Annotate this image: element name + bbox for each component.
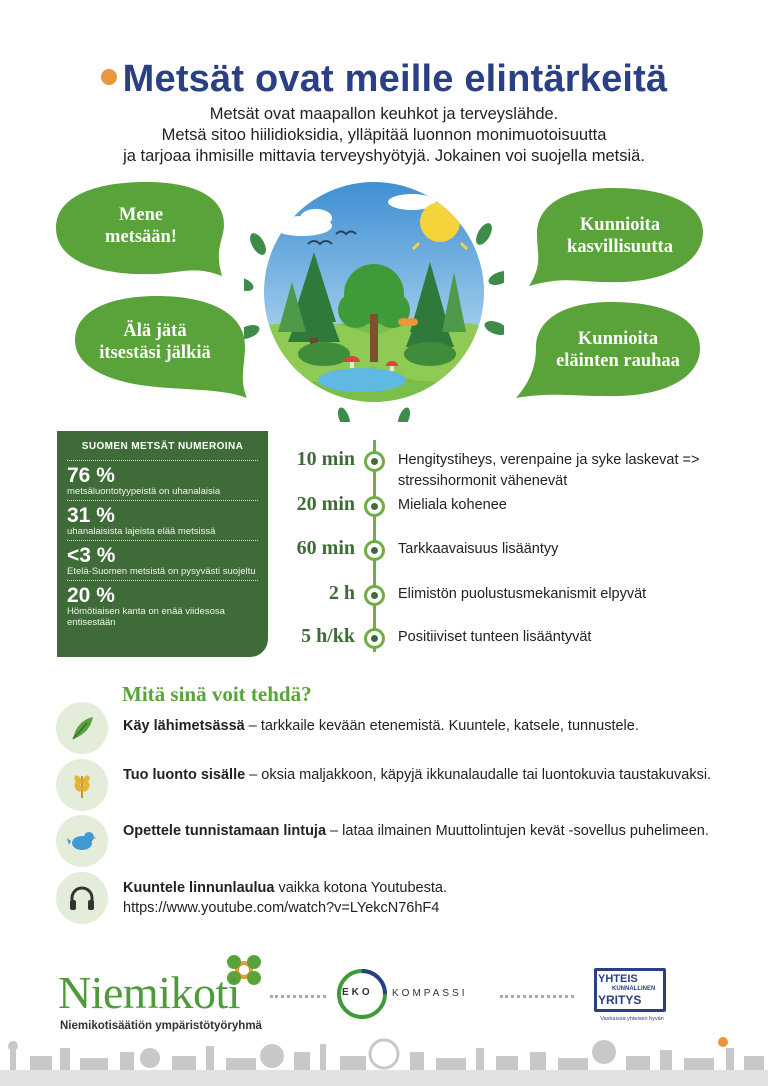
action-rest: – tarkkaile kevään etenemistä. Kuuntele, katsele, tunnustele. (244, 718, 639, 734)
bullet-dot-icon (101, 69, 117, 85)
yhteis-line: KUNNALLINEN (612, 986, 656, 992)
yhteis-sub: Vastuussa yhteisen hyvän (600, 1016, 664, 1022)
timeline-dot-icon (364, 496, 385, 517)
leaf-kunnioita-elainten (514, 298, 708, 402)
timeline-dot-icon (364, 628, 385, 649)
action-text (123, 765, 713, 785)
timeline-text: Tarkkaavaisuus lisääntyy (398, 541, 559, 557)
actions-title: Mitä sinä voit tehdä? (122, 682, 312, 706)
leaf-label: Älä jätä itsestäsi jälkiä (99, 321, 211, 363)
stat-item (67, 581, 258, 631)
intro-line: Metsä sitoo hiilidioksidia, ylläpitää luonnon monimuotoisuutta (161, 126, 607, 144)
leaf-label: Mene metsään! (105, 205, 177, 247)
timeline-time: 5 h/kk (301, 625, 355, 647)
action-text (123, 878, 713, 918)
timeline-time: 20 min (296, 493, 355, 515)
leaf-label: Kunnioita kasvillisuutta (567, 215, 673, 257)
stat-item (67, 541, 258, 581)
action-bold: Käy lähimetsässä (123, 718, 245, 734)
timeline-text: Positiiviset tunteen lisääntyvät (398, 629, 592, 645)
stat-item (67, 501, 258, 541)
yhteiskunnallinen-yritys-logo (590, 964, 670, 1030)
action-bold: Tuo luonto sisälle (123, 767, 246, 783)
intro-text (60, 104, 708, 167)
action-text (123, 716, 713, 736)
stat-desc: metsäluontotyypeistä on uhanalaisia (67, 486, 221, 497)
stat-value: 76 % (67, 464, 115, 487)
leaf-mene-metsaan (46, 176, 236, 280)
stat-desc: Etelä-Suomen metsistä on pysyvästi suojeltu (67, 566, 256, 577)
timeline-text: Elimistön puolustusmekanismit elpyvät (398, 586, 647, 602)
timeline-time: 60 min (296, 537, 355, 559)
niemikoti-subtitle: Niemikotisäätiön ympäristötyöryhmä (60, 1020, 262, 1032)
wheat-icon (56, 759, 108, 811)
divider-dots (500, 995, 574, 999)
timeline-time: 2 h (328, 582, 355, 604)
yhteis-line: YHTEIS (598, 973, 638, 985)
stat-item (67, 461, 258, 501)
intro-line: Metsät ovat maapallon keuhkot ja terveyslähde. (209, 105, 559, 123)
footer (0, 950, 768, 1086)
leaf-label: Kunnioita eläinten rauhaa (556, 329, 680, 371)
timeline-text: Hengitystiheys, verenpaine ja syke laskevat => stressihormonit vähenevät (398, 452, 700, 489)
timeline-dot-icon (364, 540, 385, 561)
leaf-ala-jata (67, 290, 257, 400)
action-text (123, 821, 713, 841)
stat-desc: uhanalaisista lajeista elää metsissä (67, 526, 216, 537)
action-rest: – lataa ilmainen Muuttolintujen kevät -sovellus puhelimeen. (326, 823, 709, 839)
stat-value: 20 % (67, 584, 115, 607)
leaf-kunnioita-kasvillisuutta (523, 184, 711, 288)
yhteis-line: YRITYS (598, 993, 642, 1007)
forest-globe-illustration (244, 182, 504, 422)
divider-dots (270, 995, 326, 999)
stats-panel (57, 431, 268, 657)
bird-icon (56, 815, 108, 867)
time-timeline (270, 440, 740, 660)
stat-value: <3 % (67, 544, 116, 567)
kompassi-label: KOMPASSI (392, 988, 468, 999)
leaf-icon (56, 702, 108, 754)
stats-title: SUOMEN METSÄT NUMEROINA (67, 441, 258, 461)
stat-value: 31 % (67, 504, 115, 527)
action-rest: vaikka kotona Youtubesta. https://www.youtube.com/watch?v=LYekcN76hF4 (123, 880, 447, 916)
niemikoti-brand: Niemikoti (58, 967, 241, 1018)
timeline-text: Mieliala kohenee (398, 497, 507, 513)
stat-desc: Hömötiaisen kanta on enää viidesosa entisestään (67, 606, 225, 628)
action-bold: Opettele tunnistamaan lintuja (123, 823, 327, 839)
action-rest: – oksia maljakkoon, käpyjä ikkunalaudalle tai luontokuvia taustakuvaksi. (245, 767, 712, 783)
title-row (0, 58, 768, 101)
timeline-dot-icon (364, 585, 385, 606)
headphones-icon (56, 872, 108, 924)
skyline-decoration (0, 1030, 768, 1086)
action-bold: Kuuntele linnunlaulua (123, 880, 275, 896)
intro-line: ja tarjoaa ihmisille mittavia terveyshyötyjä. Jokainen voi suojella metsiä. (123, 147, 645, 165)
eko-label: EKO (342, 987, 373, 998)
timeline-dot-icon (364, 451, 385, 472)
page-title: Metsät ovat meille elintärkeitä (122, 58, 668, 100)
timeline-time: 10 min (296, 448, 355, 470)
